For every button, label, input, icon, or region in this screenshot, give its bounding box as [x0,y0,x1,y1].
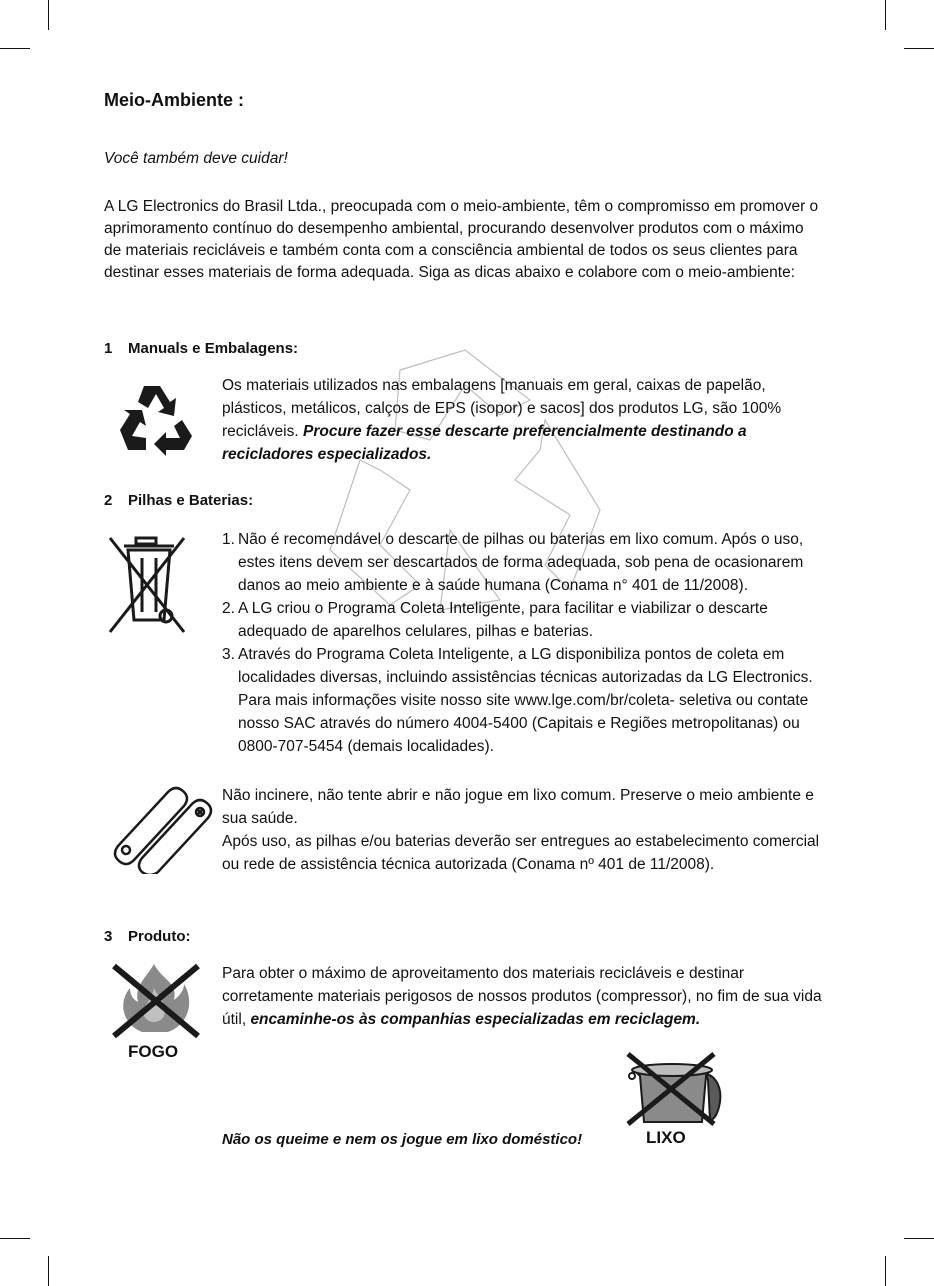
crossed-bin-icon [106,534,186,634]
manuals-body: Os materiais utilizados nas embalagens [manuais em geral, caixas de papelão, plásticos, metálicos, calços de EPS (isopor) e sacos] dos produtos LG, são 100% recicláveis. [222,377,782,440]
trash-label: LIXO [646,1128,686,1147]
product-footer-note: Não os queime e nem os jogue em lixo doméstico! [222,1131,583,1148]
section-batteries-heading [104,492,253,509]
no-fire-icon [108,960,204,1040]
batteries-icon [104,784,230,874]
section-product-heading [104,928,190,945]
section-manuals-heading [104,340,298,357]
batteries-warning [222,784,834,876]
fire-label: FOGO [128,1042,179,1061]
list-item: 1. Não é recomendável o descarte de pilhas ou baterias em lixo comum. Após o uso, estes itens devem ser descartados de forma adequada, sob pena de ocasionarem danos ao meio ambiente e à saúde humana (Conama n° 401 de 11/2008). [222,531,804,594]
page-title: Meio-Ambiente : [104,90,245,110]
section-title: Produto: [128,928,191,945]
manuals-emphasis: Procure fazer esse descarte preferencialmente destinando a recicladores especializados. [222,423,747,463]
warning-line-2: Após uso, as pilhas e/ou baterias deverão ser entregues ao estabelecimento comercial ou rede de assistência técnica autorizada (Conama nº 401 de 11/2008). [222,833,820,873]
section-title: Pilhas e Baterias: [128,492,254,509]
crop-mark [48,0,49,30]
section-number: 3 [104,928,113,945]
intro-paragraph: A LG Electronics do Brasil Ltda., preocupada com o meio-ambiente, têm o compromisso em promover o aprimoramento contínuo do desempenho ambiental, procurando desenvolver produtos com o máximo de materiais recicláveis e também conta com a consciência ambiental de todos os seus clientes para destinar esses materiais de forma adequada. Siga as dicas abaixo e colabore com o meio-ambiente: [104,198,819,281]
section-number: 1 [104,340,113,357]
product-body: Para obter o máximo de aproveitamento dos materiais recicláveis e destinar corretamente materiais perigosos de nossos produtos (compressor), no fim de sua vida útil, [222,965,822,1028]
crop-mark [48,1256,49,1286]
crop-mark [885,1256,886,1286]
crop-mark [904,1238,934,1239]
list-item: 2. A LG criou o Programa Coleta Inteligente, para facilitar e viabilizar o descarte adequado de aparelhos celulares, pilhas e baterias. [222,600,768,640]
recycle-icon [116,380,196,456]
section-number: 2 [104,492,113,509]
warning-line-1: Não incinere, não tente abrir e não jogue em lixo comum. Preserve o meio ambiente e sua saúde. [222,787,814,827]
batteries-list [222,528,832,758]
page-subtitle: Você também deve cuidar! [104,150,288,167]
crop-mark [0,1238,30,1239]
list-item: 3. Através do Programa Coleta Inteligente, a LG disponibiliza pontos de coleta em localidades diversas, incluindo assistências técnicas autorizadas da LG Electronics. Para mais informações visite nosso site www.lge.com/br/coleta- seletiva ou contate nosso SAC através do número 4004-5400 (Capitais e Regiões metropolitanas) ou 0800-707-5454 (demais localidades). [222,646,813,755]
batteries-list-container [222,528,832,758]
section-title: Manuals e Embalagens: [128,340,299,357]
section-manuals-text [222,374,830,466]
crop-mark [904,48,934,49]
crop-mark [0,48,30,49]
section-product-text [222,962,834,1031]
no-trash-icon [620,1050,724,1128]
crop-mark [885,0,886,30]
product-emphasis: encaminhe-os às companhias especializadas em reciclagem. [250,1011,701,1028]
